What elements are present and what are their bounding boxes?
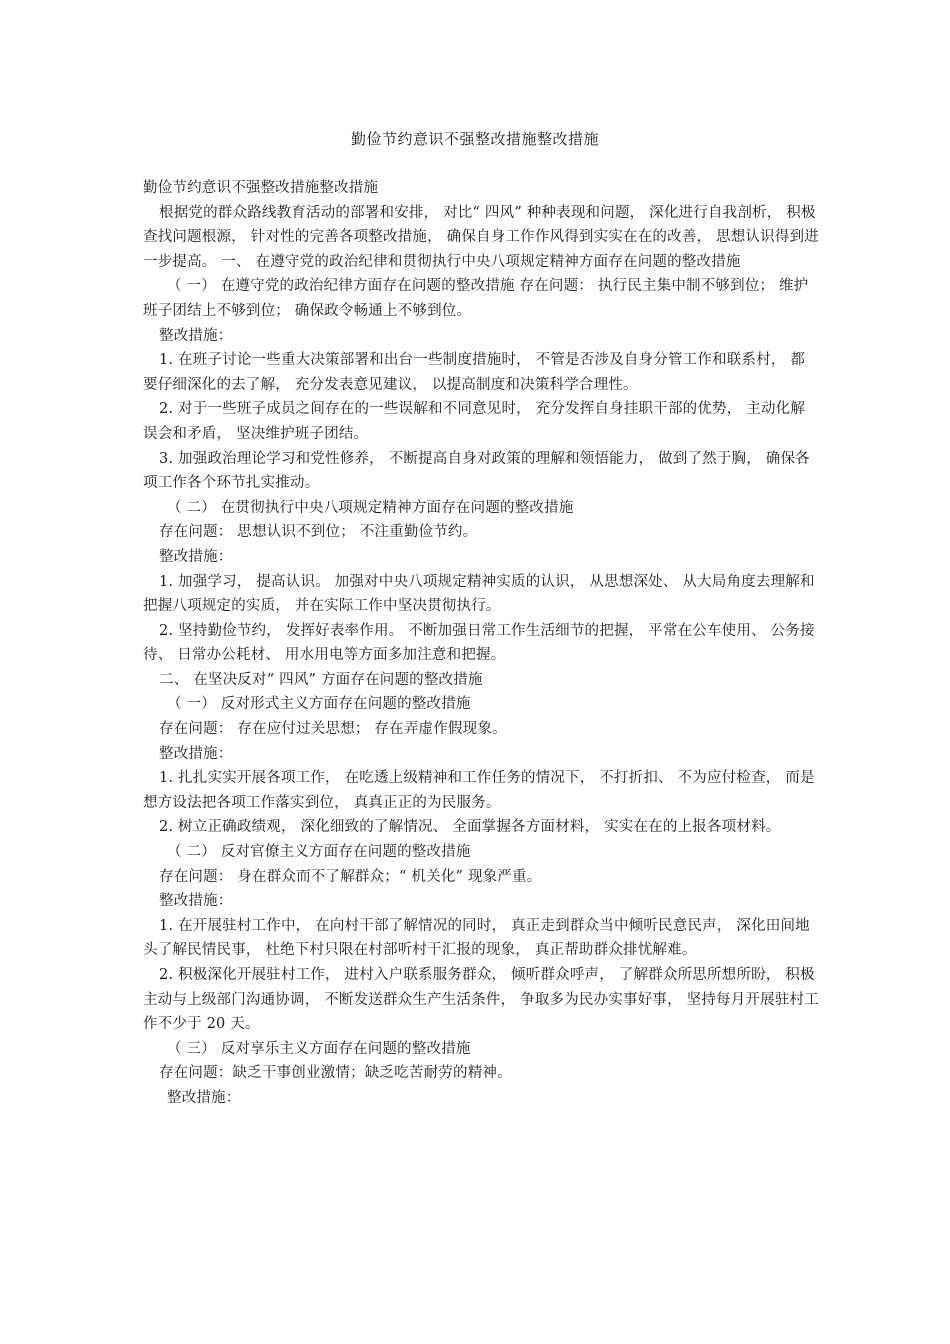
list-item: 3. 加强政治理论学习和党性修养， 不断提高自身对政策的理解和领悟能力， 做到了然于胸， 确保各项工作各个环节扎实推动。 <box>143 450 810 492</box>
paragraph: 整改措施： <box>167 1089 241 1106</box>
paragraph: 整改措施： <box>159 548 233 565</box>
list-item: 1. 在开展驻村工作中， 在向村干部了解情况的同时， 真正走到群众当中倾听民意民声， 深化田间地头了解民情民事， 杜绝下村只限在村部听村干汇报的现象， 真正帮助群众排忧解难。 <box>143 917 810 959</box>
paragraph: 存在问题： 身在群众而不了解群众；“ 机关化” 现象严重。 <box>159 868 542 885</box>
paragraph: 存在问题： 存在应付过关思想； 存在弄虚作假现象。 <box>159 721 507 738</box>
list-item: 2. 树立正确政绩观， 深化细致的了解情况、 全面掌握各方面材料， 实实在在的上报各项材料。 <box>159 819 781 836</box>
paragraph: 存在问题： 思想认识不到位； 不注重勤俭节约。 <box>159 524 478 541</box>
paragraph: 整改措施： <box>159 893 233 910</box>
paragraph: 存在问题：缺乏干事创业激情；缺乏吃苦耐劳的精神。 <box>159 1065 512 1082</box>
list-item: 1. 扎扎实实开展各项工作， 在吃透上级精神和工作任务的情况下， 不打折扣、 不为应付检查， 而是想方设法把各项工作落实到位， 真真正正的为民服务。 <box>143 770 815 811</box>
section-heading: 二、 在坚决反对“ 四风” 方面存在问题的整改措施 <box>159 671 483 688</box>
list-item: 2. 对于一些班子成员之间存在的一些误解和不同意见时， 充分发挥自身挂职干部的优势， 主动化解误会和矛盾， 坚决维护班子团结。 <box>143 401 806 442</box>
list-item: 1. 加强学习， 提高认识。 加强对中央八项规定精神实质的认识， 从思想深处、 从大局角度去理解和把握八项规定的实质， 并在实际工作中坚决贯彻执行。 <box>143 573 815 615</box>
list-item: 2. 积极深化开展驻村工作， 进村入户联系服务群众， 倾听群众呼声， 了解群众所思所想所盼， 积极主动与上级部门沟通协调， 不断发送群众生产生活条件， 争取多为民办实事好事， 坚持每月开展驻村工作不少于 20 天。 <box>143 967 819 1033</box>
document-body <box>143 176 819 1111</box>
paragraph: 勤俭节约意识不强整改措施整改措施 <box>143 180 379 196</box>
section-heading: （ 一） 反对形式主义方面存在问题的整改措施 <box>167 696 471 713</box>
paragraph: 整改措施： <box>159 745 233 762</box>
section-heading: （ 三） 反对享乐主义方面存在问题的整改措施 <box>167 1040 471 1057</box>
section-heading: （ 一） 在遵守党的政治纪律方面存在问题的整改措施 存在问题： 执行民主集中制不够到位； 维护班子团结上不够到位； 确保政令畅通上不够到位。 <box>143 278 809 319</box>
list-item: 2. 坚持勤俭节约， 发挥好表率作用。 不断加强日常工作生活细节的把握， 平常在公车使用、 公务接待、 日常办公耗材、 用水用电等方面多加注意和把握。 <box>143 622 815 664</box>
list-item: 1. 在班子讨论一些重大决策部署和出台一些制度措施时， 不管是否涉及自身分管工作和联系村， 都要仔细深化的去了解， 充分发表意见建议， 以提高制度和决策科学合理性。 <box>143 352 806 393</box>
section-heading: （ 二） 反对官僚主义方面存在问题的整改措施 <box>167 844 471 861</box>
paragraph: 整改措施： <box>159 327 233 344</box>
section-heading: （ 二） 在贯彻执行中央八项规定精神方面存在问题的整改措施 <box>167 499 574 516</box>
document-title: 勤俭节约意识不强整改措施整改措施 <box>350 130 599 148</box>
paragraph: 根据党的群众路线教育活动的部署和安排， 对比“ 四风” 种种表现和问题， 深化进行自我剖析， 积极查找问题根源， 针对性的完善各项整改措施， 确保自身工作作风得到实实在在的改善， 思想认识得到进一步提高。 一、 在遵守党的政治纪律和贯彻执行中央八项规定精神方面存在问题的整改措施 <box>143 204 819 270</box>
